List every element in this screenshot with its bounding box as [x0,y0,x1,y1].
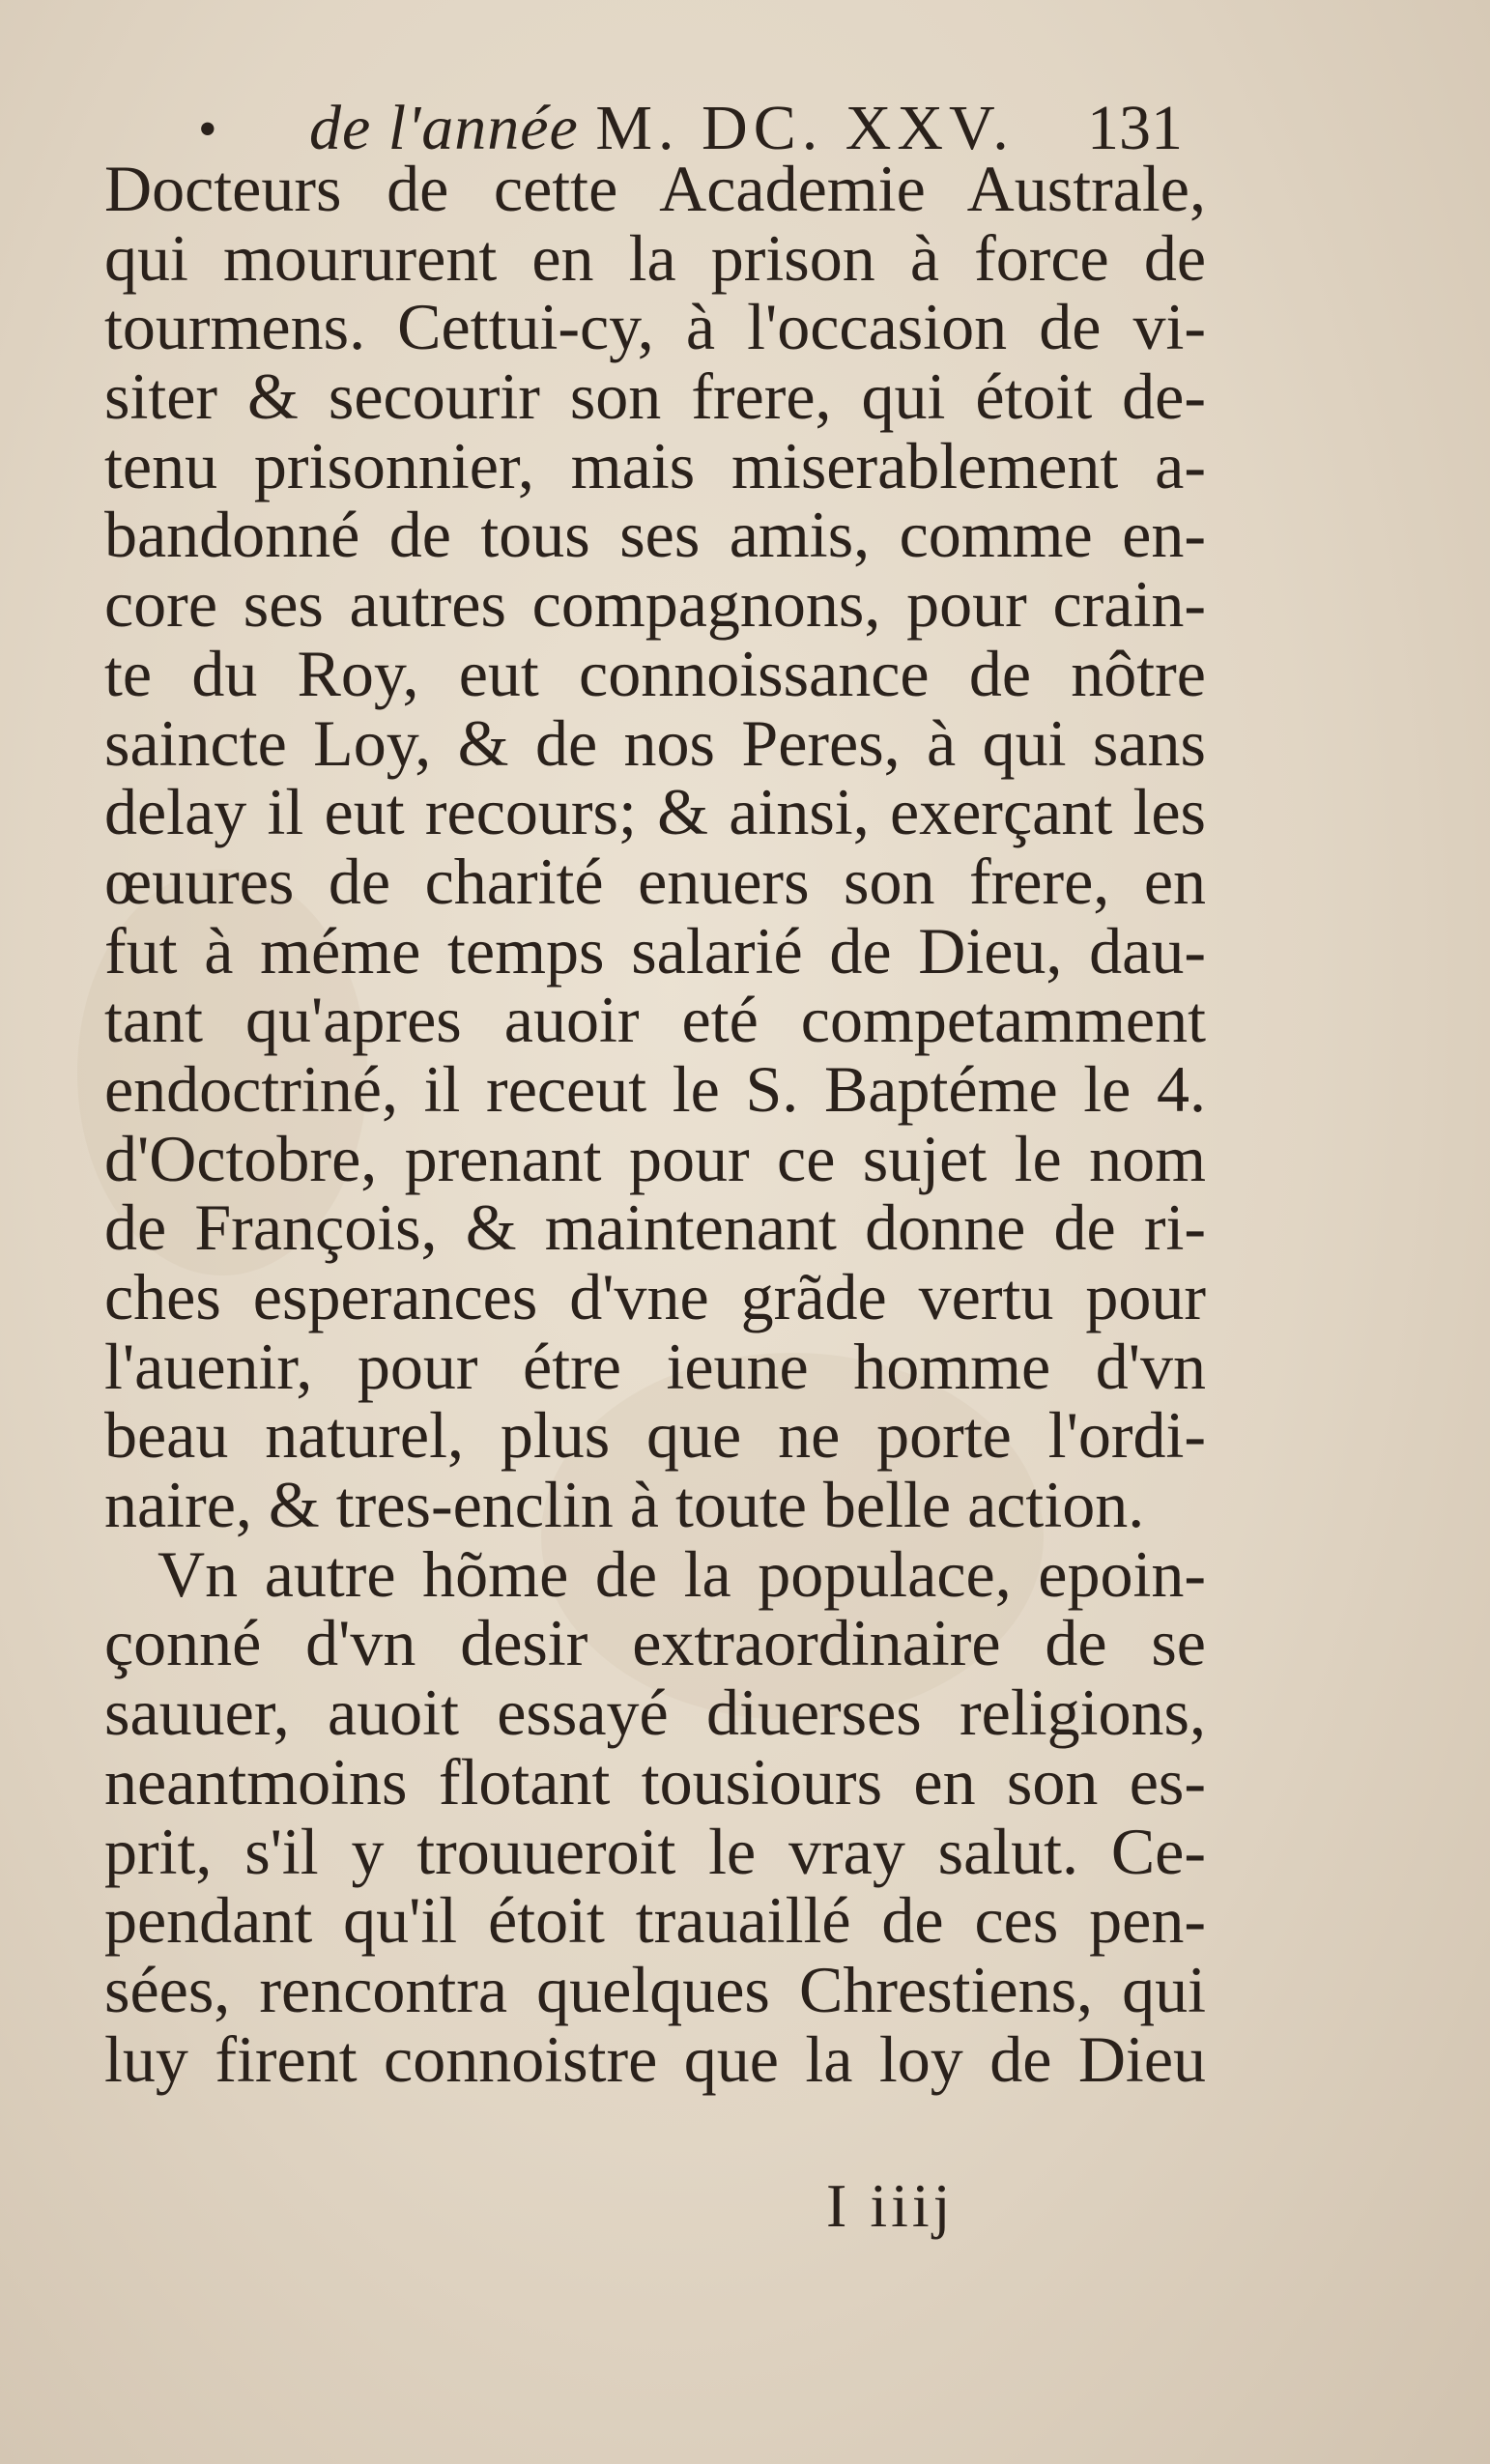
text-line: sauuer, auoit essayé diuerses religions, [104,1676,1206,1750]
text-line: endoctriné, il receut le S. Baptéme le 4. [104,1051,1206,1126]
text-line: tourmens. Cettui-cy, à l'occasion de vi- [104,290,1206,364]
text-line: de François, & maintenant donne de ri- [104,1190,1206,1265]
text-line: l'auenir, pour étre ieune homme d'vn [104,1329,1206,1403]
text-line: core ses autres compagnons, pour crain- [104,567,1206,642]
text-line: sées, rencontra quelques Chrestiens, qui [104,1952,1206,2026]
text-line: saincte Loy, & de nos Peres, à qui sans [104,705,1206,780]
text-line: luy firent connoistre que la loy de Dieu [104,2021,1206,2096]
text-line: ches esperances d'vne grãde vertu pour [104,1260,1206,1333]
text-line: pendant qu'il étoit trauaillé de ces pen- [104,1883,1206,1958]
running-head [0,75,1490,162]
body-text [104,152,1206,2096]
text-line: te du Roy, eut connoissance de nôtre [104,636,1206,710]
text-line: qui moururent en la prison à force de [104,220,1206,295]
text-line: d'Octobre, prenant pour ce sujet le nom [104,1121,1206,1195]
text-line: neantmoins flotant tousiours en son es- [104,1744,1206,1819]
text-line: œuures de charité enuers son frere, en [104,844,1206,918]
text-line: beau naturel, plus que ne porte l'ordi- [104,1398,1206,1473]
header-title-italic: de l'année [309,93,579,163]
page-number: 131 [1087,93,1183,163]
text-line: tant qu'apres auoir eté competamment [104,983,1206,1057]
text-line: tenu prisonnier, mais miserablement a- [104,428,1206,502]
text-line: prit, s'il y trouueroit le vray salut. Ce- [104,1814,1206,1888]
text-line: siter & secourir son frere, qui étoit de- [104,359,1206,434]
header-mark: • [198,100,217,159]
text-line: fut à méme temps salarié de Dieu, dau- [104,913,1206,988]
signature-mark: I iiij [826,2171,955,2240]
header-year: M. DC. XXV. [595,93,1015,163]
text-line: çonné d'vn desir extraordinaire de se [104,1606,1206,1680]
text-line: bandonné de tous ses amis, comme en- [104,498,1206,572]
paragraph-end-line: naire, & tres-enclin à toute belle action. [104,1468,1145,1542]
text-line: delay il eut recours; & ainsi, exerçant les [104,775,1206,849]
paragraph-start-line: Vn autre hõme de la populace, epoin- [158,1536,1206,1611]
text-line: Docteurs de cette Academie Australe, [104,152,1206,225]
